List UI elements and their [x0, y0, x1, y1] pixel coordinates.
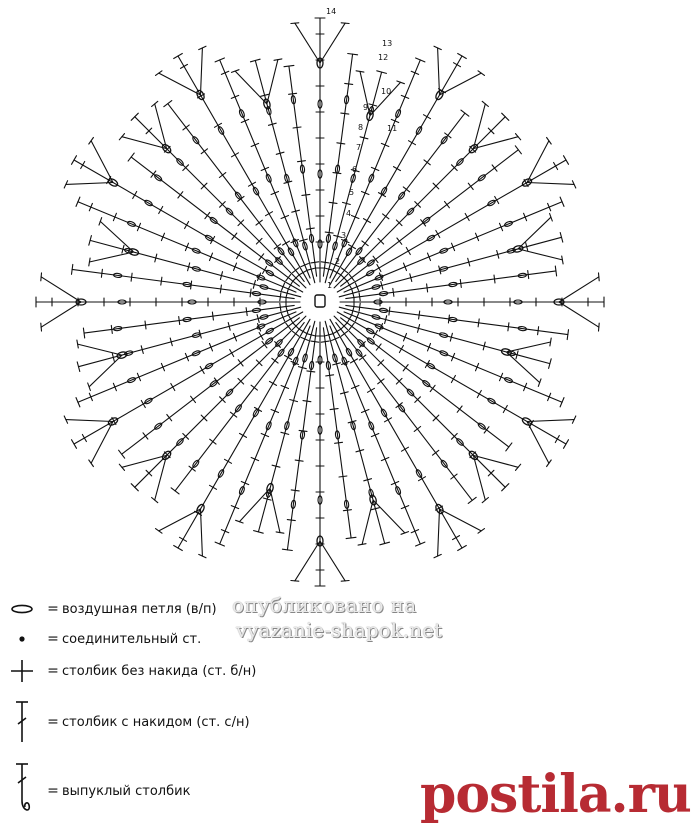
sc-tick	[171, 384, 175, 391]
dc-top	[41, 273, 42, 281]
chain-stitch-icon	[7, 602, 37, 616]
dc-top	[564, 440, 569, 449]
dc-top	[41, 323, 42, 331]
single-crochet-icon	[7, 657, 37, 685]
legend-item-chain	[0, 595, 217, 623]
sc-tick	[311, 341, 319, 342]
dc-top	[564, 156, 569, 165]
fan-branch	[41, 277, 81, 302]
dc-top	[72, 156, 77, 165]
fan-branch	[559, 277, 599, 302]
dc-top	[282, 549, 292, 550]
dc-top	[550, 214, 553, 222]
sc-tick	[291, 490, 299, 491]
sc-tick	[286, 323, 291, 329]
fan-branch	[438, 509, 440, 556]
sc-tick	[538, 327, 539, 335]
sc-tick	[143, 433, 148, 439]
sc-tick	[335, 442, 343, 443]
sc-tick	[266, 212, 273, 216]
sc-tick	[477, 391, 481, 398]
fan-branch	[518, 249, 562, 260]
legend-equals: =	[47, 601, 59, 617]
dc-top	[291, 23, 299, 24]
sc-tick	[180, 537, 187, 541]
round-number-label: 6	[352, 165, 358, 174]
sc-tick	[286, 275, 291, 281]
sc-tick	[272, 358, 278, 363]
fan-branch	[320, 23, 345, 63]
sc-tick	[303, 401, 311, 402]
sc-tick	[167, 415, 172, 421]
sc-tick	[368, 388, 375, 392]
dc-top	[401, 532, 409, 535]
sc-tick	[341, 268, 347, 273]
sc-tick	[349, 275, 354, 281]
dc-top	[538, 379, 541, 387]
round-number-label: 9	[363, 103, 369, 112]
dc-top	[174, 546, 183, 551]
sc-tick	[528, 271, 529, 279]
sc-tick	[240, 433, 247, 437]
round-number-label: 10	[381, 87, 392, 96]
sc-tick	[359, 303, 360, 311]
round-number-label: 11	[387, 124, 398, 133]
dc-top	[562, 256, 563, 264]
legend-item-slip	[0, 625, 201, 653]
stitch-spoke	[325, 321, 385, 543]
sc-tick	[82, 435, 86, 442]
sc-tick	[399, 346, 403, 353]
sc-tick	[298, 161, 306, 162]
sc-tick	[427, 284, 428, 292]
sc-tick	[330, 409, 338, 410]
watermark-line1: опубликовано на	[232, 593, 417, 617]
dc-top	[458, 54, 467, 59]
fan-branch	[438, 48, 440, 95]
dc-top	[88, 383, 91, 391]
sc-tick	[185, 222, 189, 229]
sc-tick	[362, 241, 368, 246]
sc-tick	[210, 485, 217, 489]
legend-item-post	[0, 760, 190, 822]
dc-top	[83, 328, 84, 338]
sc-tick	[237, 252, 241, 259]
dc-top	[171, 488, 179, 494]
dc-top	[506, 443, 512, 451]
double-crochet-icon	[7, 699, 37, 745]
sc-tick	[414, 427, 420, 432]
fan-branch	[527, 183, 574, 185]
sc-tick	[347, 282, 351, 289]
sc-tick	[326, 375, 334, 376]
stitch-spoke	[135, 117, 306, 288]
sc-tick	[494, 275, 495, 283]
stitch-spoke	[255, 61, 314, 283]
legend-label-post: выпуклый столбик	[62, 783, 191, 799]
sc-tick	[403, 365, 408, 371]
round-number-label: 8	[358, 123, 364, 132]
sc-tick	[179, 317, 180, 325]
sc-tick	[295, 460, 303, 461]
sc-tick	[460, 280, 461, 288]
fan-branch	[201, 48, 203, 95]
fan-branch	[506, 342, 550, 352]
sc-tick	[389, 307, 390, 315]
sc-tick	[321, 262, 329, 263]
sc-tick	[230, 412, 236, 417]
dc-top	[468, 497, 476, 503]
sc-tick	[159, 207, 163, 214]
postila-logo: postila.ru	[420, 764, 691, 825]
dc-top	[119, 450, 125, 458]
fan-branch	[527, 420, 574, 422]
sc-tick	[307, 371, 315, 372]
sc-tick	[246, 308, 247, 316]
dc-top	[72, 264, 73, 274]
sc-tick	[133, 192, 137, 199]
sc-tick	[341, 113, 349, 114]
legend-equals: =	[47, 631, 59, 647]
round-number-label: 2	[335, 257, 341, 266]
sc-tick	[210, 439, 216, 444]
sc-tick	[406, 248, 410, 255]
fan-branch	[66, 183, 113, 185]
sc-tick	[424, 115, 431, 119]
sc-tick	[302, 194, 310, 195]
sc-tick	[220, 285, 221, 293]
sc-tick	[347, 316, 351, 323]
round-number-label: 5	[349, 188, 355, 197]
sc-tick	[359, 355, 365, 360]
round-number-label: 4	[346, 209, 352, 218]
sc-tick	[478, 319, 479, 327]
fan-branch	[270, 488, 280, 532]
sc-tick	[283, 241, 290, 245]
round-number-label: 13	[382, 39, 393, 48]
dc-top	[341, 581, 349, 582]
sc-tick	[321, 341, 329, 342]
sc-tick	[219, 173, 225, 178]
stitch-spoke	[135, 316, 306, 487]
sc-tick	[397, 238, 402, 244]
legend-equals: =	[47, 714, 59, 730]
sc-tick	[409, 141, 416, 145]
sc-tick	[293, 127, 301, 128]
fan-branch	[295, 541, 320, 581]
sc-tick	[249, 182, 256, 186]
sc-tick	[280, 303, 281, 311]
sc-tick	[145, 321, 146, 329]
watermark-line2: vyazanie-shapok.net	[236, 618, 442, 642]
sc-tick	[311, 262, 319, 263]
fan-branch	[559, 302, 599, 327]
dc-top	[356, 71, 364, 72]
sc-tick	[430, 385, 435, 391]
sc-tick	[337, 143, 345, 144]
sc-tick	[394, 167, 401, 171]
sc-tick	[238, 360, 243, 366]
dc-top	[99, 218, 102, 226]
legend-label-dc: столбик с накидом (ст. с/н)	[62, 714, 250, 730]
sc-tick	[334, 271, 341, 275]
fan-branch	[78, 344, 122, 355]
round-number-label: 1	[327, 281, 333, 290]
sc-tick	[181, 64, 188, 68]
sc-tick	[191, 396, 196, 402]
dc-top	[458, 546, 467, 551]
fan-branch	[66, 420, 113, 422]
dc-top	[341, 23, 349, 24]
dc-top	[358, 544, 366, 545]
sc-tick	[205, 212, 210, 218]
sc-tick	[334, 329, 341, 333]
sc-tick	[402, 447, 409, 451]
sc-tick	[503, 406, 507, 413]
sc-tick	[200, 367, 204, 374]
dc-top	[77, 340, 78, 348]
sc-tick	[433, 450, 439, 455]
sc-tick	[289, 316, 293, 323]
sc-tick	[250, 289, 251, 297]
sc-tick	[300, 271, 307, 275]
sc-tick	[359, 293, 360, 301]
sc-tick	[403, 187, 409, 192]
legend-label-sc: столбик без накида (ст. б/н)	[62, 663, 257, 679]
round-number-label: 12	[378, 53, 389, 62]
dc-top	[599, 323, 600, 331]
legend-label-chain: воздушная петля (в/п)	[62, 601, 217, 617]
sc-tick	[451, 376, 455, 383]
legend-equals: =	[47, 783, 59, 799]
sc-tick	[161, 277, 162, 285]
fan-branch	[267, 60, 278, 104]
sc-tick	[325, 232, 333, 233]
sc-tick	[341, 331, 347, 336]
sc-tick	[419, 311, 420, 319]
sc-tick	[183, 125, 189, 130]
sc-tick	[555, 436, 559, 443]
dc-top	[72, 440, 77, 449]
sc-tick	[293, 268, 299, 273]
fan-branch	[201, 509, 203, 556]
dc-top	[276, 532, 284, 533]
sc-tick	[468, 183, 473, 189]
round-number-label: 3	[341, 231, 347, 240]
sc-tick	[225, 459, 232, 463]
sc-tick	[376, 344, 381, 350]
sc-tick	[178, 192, 183, 198]
sc-tick	[101, 269, 102, 277]
round-number-label: 7	[356, 143, 362, 152]
sc-tick	[377, 265, 381, 272]
sc-tick	[453, 536, 460, 540]
sc-tick	[251, 385, 257, 390]
sc-tick	[383, 214, 389, 219]
sc-tick	[445, 201, 450, 207]
fan-branch	[41, 302, 81, 327]
sc-tick	[289, 282, 293, 289]
sc-tick	[306, 228, 314, 229]
fan-branch	[89, 252, 133, 262]
sc-tick	[424, 160, 430, 165]
sc-tick	[81, 162, 85, 169]
dc-top	[397, 81, 405, 84]
stitch-spoke	[79, 307, 301, 367]
sc-tick	[451, 474, 457, 479]
center-ring	[315, 295, 325, 307]
legend-item-dc	[0, 698, 250, 746]
fan-branch	[362, 500, 373, 544]
stitch-spoke	[339, 237, 561, 296]
slip-stitch-icon	[7, 632, 37, 646]
sc-tick	[393, 288, 394, 296]
sc-tick	[554, 163, 558, 170]
sc-tick	[111, 325, 112, 333]
round-number-label: 14	[326, 7, 337, 16]
dc-top	[89, 258, 90, 266]
sc-tick	[351, 359, 358, 363]
post-stitch-icon	[7, 761, 37, 821]
sc-tick	[349, 323, 354, 329]
sc-tick	[364, 219, 371, 223]
sc-tick	[212, 312, 213, 320]
sc-tick	[457, 406, 462, 412]
dc-top	[515, 146, 521, 154]
sc-tick	[343, 510, 351, 511]
dc-top	[291, 581, 299, 582]
sc-tick	[270, 381, 277, 385]
sc-tick	[262, 341, 267, 347]
sc-tick	[280, 293, 281, 301]
legend-label-slip: соединительный ст.	[62, 631, 202, 647]
dc-top	[164, 101, 172, 107]
dc-top	[284, 65, 294, 66]
sc-tick	[259, 254, 264, 260]
sc-tick	[232, 153, 239, 157]
sc-tick	[289, 93, 297, 94]
sc-tick	[287, 520, 295, 521]
dc-top	[555, 266, 556, 276]
dc-top	[550, 338, 551, 346]
sc-tick	[454, 63, 461, 67]
sc-tick	[201, 149, 207, 154]
sc-tick	[131, 273, 132, 281]
dc-top	[128, 153, 134, 161]
sc-tick	[300, 329, 307, 333]
sc-tick	[378, 379, 384, 384]
sc-tick	[293, 331, 299, 336]
dc-top	[599, 273, 600, 281]
sc-tick	[465, 214, 469, 221]
sc-tick	[259, 333, 263, 340]
dc-top	[567, 330, 568, 340]
sc-tick	[373, 256, 378, 262]
dc-top	[232, 70, 240, 73]
fan-branch	[320, 541, 345, 581]
sc-tick	[492, 165, 497, 171]
stitch-spoke	[334, 316, 505, 487]
sc-tick	[436, 231, 440, 238]
sc-tick	[508, 323, 509, 331]
dc-top	[236, 520, 244, 523]
dc-top	[348, 54, 358, 55]
sc-tick	[385, 418, 392, 422]
dc-top	[274, 59, 282, 60]
sc-tick	[345, 83, 353, 84]
sc-tick	[256, 220, 262, 225]
dc-top	[174, 54, 183, 59]
sc-tick	[339, 476, 347, 477]
sc-tick	[230, 350, 234, 357]
sc-tick	[232, 233, 237, 239]
sc-tick	[274, 244, 280, 249]
dc-top	[461, 110, 469, 116]
dc-top	[346, 537, 356, 538]
legend-item-sc	[0, 657, 256, 685]
sc-tick	[329, 202, 337, 203]
legend-equals: =	[47, 663, 59, 679]
fan-branch	[295, 23, 320, 63]
